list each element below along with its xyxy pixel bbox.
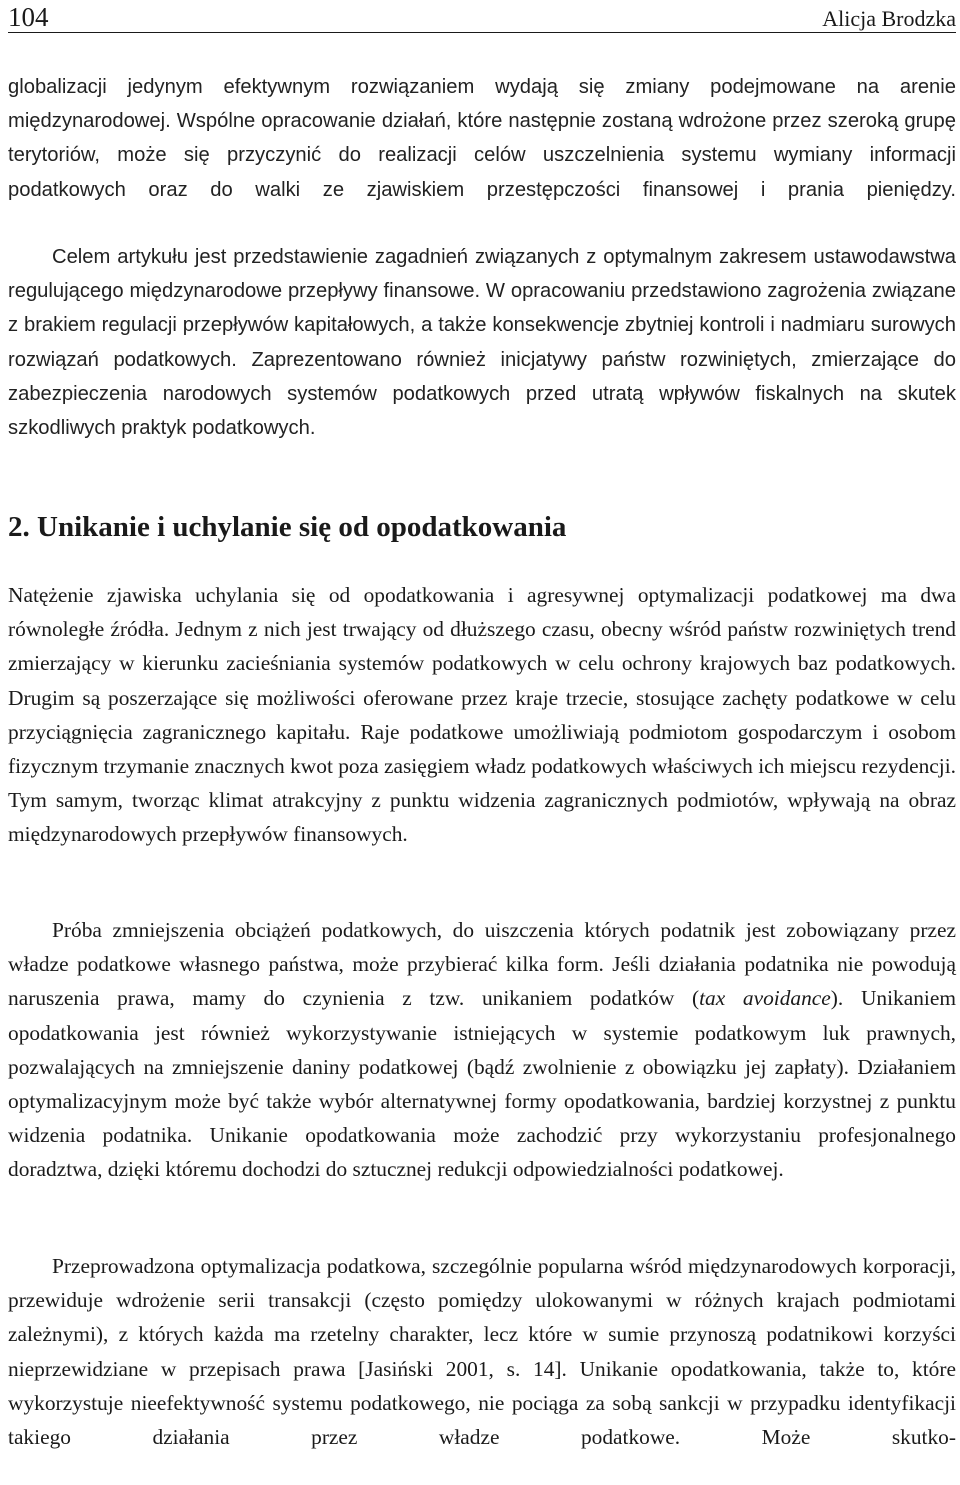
italic-term-tax-avoidance: tax avoidance xyxy=(699,986,831,1011)
intro-paragraph-2: Celem artykułu jest przedstawienie zagadnień związanych z optymalnym zakresem ustawodawstwa regulującego międzynarodowe przepływy finansowe. W opracowaniu przedstawiono zagrożenia związane z brakiem regulacji przepływów kapitałowych, a także konsekwencje zbytniej kontroli i nadmiaru surowych rozwiązań podatkowych. Zaprezentowano również inicjatywy państw rozwiniętych, zmierzające do zabezpieczenia narodowych systemów podatkowych przed utratą wpływów fiskalnych na skutek szkodliwych praktyk podatkowych. xyxy=(8,246,956,440)
section-paragraph-3: Przeprowadzona optymalizacja podatkowa, szczególnie popularna wśród międzynarodowych korporacji, przewiduje wdrożenie serii transakcji (często pomiędzy ulokowanymi w różnych krajach podmiotami zależnymi), z których każda ma rzetelny charakter, lecz które w sumie przynoszą podatnikowi korzyści nieprzewidziane w przepisach prawa [Jasiński 2001, s. 14]. Unikanie opodatkowania, także to, które wykorzystuje nieefektywność systemu podatkowego, nie pociąga za sobą sankcji w przypadku identyfikacji takiego działania przez władze podatkowe. Może skutko- xyxy=(8,1254,956,1450)
paragraph-2-text-before: Próba zmniejszenia obciążeń podatkowych, do uiszczenia których podatnik jest zobowiązany przez władze podatkowe własnego państwa, może przybierać kilka form. Jeśli działania podatnika nie powodują naruszenia prawa, mamy do czynienia z tzw. unikaniem podatków ( xyxy=(8,918,956,1011)
page-number: 104 xyxy=(8,2,49,32)
running-header xyxy=(8,2,956,33)
section-paragraph-1: Natężenie zjawiska uchylania się od opodatkowania i agresywnej optymalizacji podatkowej ma dwa równoległe źródła. Jednym z nich jest trwający od dłuższego czasu, obecny wśród państw rozwiniętych trend zmierzający w kierunku zacieśniania systemów podatkowych w celu ochrony krajowych baz podatkowych. Drugim są poszerzające się możliwości oferowane przez kraje trzecie, stosujące zachęty podatkowe w celu przyciągnięcia zagranicznego kapitału. Raje podatkowe umożliwiają podmiotom gospodarczym i osobom fizycznym trzymanie znacznych kwot poza zasięgiem władz podatkowych właściwych ich miejscu rezydencji. Tym samym, tworząc klimat atrakcyjny z punktu widzenia zagranicznych podmiotów, wpływają na obraz międzynarodowych przepływów finansowych. xyxy=(8,583,956,847)
section-heading: 2. Unikanie i uchylanie się od opodatkowania xyxy=(8,511,567,543)
running-head-author: Alicja Brodzka xyxy=(822,6,956,31)
page xyxy=(8,0,956,1485)
paragraph-2-text-after: ). Unikaniem opodatkowania jest również wykorzystywanie istniejących w systemie podatkowym luk prawnych, pozwalających na zmniejszenie daniny podatkowej (bądź zwolnienie z obowiązku jej zapłaty). Działaniem optymalizacyjnym może być także wybór alternatywnej formy opodatkowania, bardziej korzystnej z punktu widzenia podatnika. Unikanie opodatkowania może zachodzić przy wykorzystaniu profesjonalnego doradztwa, dzięki któremu dochodzi do sztucznej redukcji odpowiedzialności podatkowej. xyxy=(8,986,956,1182)
intro-paragraph-1: globalizacji jedynym efektywnym rozwiązaniem wydają się zmiany podejmowane na arenie międzynarodowej. Wspólne opracowanie działań, które następnie zostaną wdrożone przez szeroką grupę terytoriów, może się przyczynić do realizacji celów uszczelnienia systemu wymiany informacji podatkowych oraz do walki ze zjawiskiem przestępczości finansowej i prania pieniędzy. xyxy=(8,76,956,201)
section-paragraph-2 xyxy=(8,913,956,1187)
